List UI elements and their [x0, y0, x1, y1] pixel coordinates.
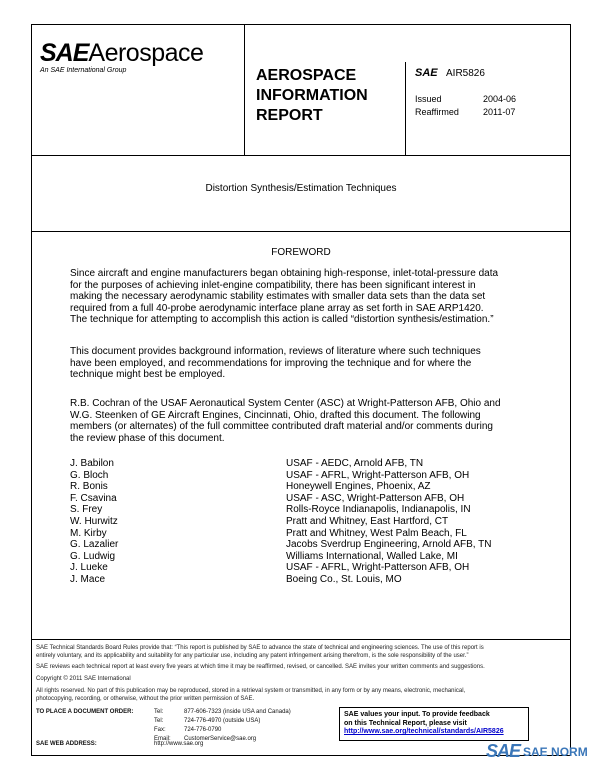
list-item: W. Hurwitz Pratt and Whitney, East Hartford, CT — [70, 515, 449, 527]
foreword-heading: FOREWORD — [271, 247, 331, 258]
logo-word: Aerospace — [88, 39, 204, 67]
issued-label: Issued — [415, 94, 442, 104]
sae-norm-watermark: SAE SAE NORM — [486, 741, 588, 761]
ordering-info: TO PLACE A DOCUMENT ORDER: Tel: 877-606-7323 (inside USA and Canada) Tel: 724-776-4970 (outside USA) Fax: 724-776-0790 Email: CustomerService@sae.org — [36, 708, 354, 744]
issue-dates — [415, 93, 516, 119]
list-item: J. Mace Boeing Co., St. Louis, MO — [70, 573, 402, 585]
list-item: F. Csavina USAF - ASC, Wright-Patterson AFB, OH — [70, 492, 465, 504]
review-notice: SAE reviews each technical report at least every five years at which time it may be reaffirmed, revised, or cancelled. SAE invites your written comments and suggestions. — [36, 664, 485, 670]
title-divider — [31, 231, 571, 232]
list-item: G. Ludwig Williams International, Walled Lake, MI — [70, 550, 458, 562]
foreword-paragraph-2: This document provides background information, reviews of literature where such techniques have been employed, and recommendations for improving the technique and for where the technique might best be employed. — [70, 346, 481, 380]
reaffirmed-value: 2011-07 — [483, 107, 516, 117]
list-item: G. Bloch USAF - AFRL, Wright-Patterson AFB, OH — [70, 469, 470, 481]
reaffirmed-label: Reaffirmed — [415, 107, 459, 117]
list-item: S. Frey Rolls-Royce Indianapolis, Indianapolis, IN — [70, 504, 471, 516]
copyright: Copyright © 2011 SAE International — [36, 676, 131, 682]
list-item: J. Lueke USAF - AFRL, Wright-Patterson AFB, OH — [70, 562, 470, 574]
logo-brand: SAE — [40, 39, 89, 67]
foreword-paragraph-1: Since aircraft and engine manufacturers began obtaining high-response, inlet-total-pressure data for the purposes of achieving inlet-engine compatibility, there has been significant interest in making the necessary aerodynamic stability estimates with smaller data sets than the data set required from a full 40-probe aerodynamic interface plane array as set forth in SAE ARP1420. The technique for attempting to accomplish this action is called “distortion synthesis/estimation.” — [70, 268, 499, 325]
committee-members-list — [70, 458, 491, 586]
rights-reserved: All rights reserved. No part of this publication may be reproduced, stored in a retrieval system or transmitted, in any form or by any means, electronic, mechanical, photocopying, recording, or otherwise, without the prior written permission of SAE. — [36, 688, 466, 702]
sae-web-link[interactable]: http://www.sae.org — [154, 741, 204, 747]
logo-subtitle: An SAE International Group — [40, 67, 127, 74]
list-item: J. Babilon USAF - AEDC, Arnold AFB, TN — [70, 458, 424, 469]
list-item: G. Lazalier Jacobs Sverdrup Engineering, Arnold AFB, TN — [70, 539, 492, 551]
header-vertical-rule — [244, 24, 245, 155]
legal-notice: SAE Technical Standards Board Rules provide that: “This report is published by SAE to advance the state of technical and engineering sciences. The use of this report is entirely voluntary, and its applicability and suitability for any particular use, including any patent infringement arising therefrom, is the sole responsibility of the user.” — [36, 645, 484, 659]
document-number: AIR5826 — [446, 68, 485, 79]
header-vertical-rule-2 — [405, 62, 406, 155]
web-address: SAE WEB ADDRESS: http://www.sae.org — [36, 741, 204, 747]
watermark-logo: SAE — [486, 741, 521, 761]
document-type: AEROSPACE INFORMATION REPORT — [256, 67, 368, 124]
order-label: TO PLACE A DOCUMENT ORDER: — [36, 709, 134, 715]
issued-value: 2004-06 — [483, 94, 517, 104]
sae-aerospace-logo — [40, 40, 203, 74]
customer-service-email[interactable]: CustomerService@sae.org — [184, 736, 257, 742]
list-item: M. Kirby Pratt and Whitney, West Palm Beach, FL — [70, 527, 467, 539]
feedback-box: SAE values your input. To provide feedback on this Technical Report, please visit http://www.sae.org/technical/standards/AIR5826 — [339, 707, 529, 741]
foreword-paragraph-3: R.B. Cochran of the USAF Aeronautical System Center (ASC) at Wright-Patterson AFB, Ohio and W.G. Steenken of GE Aircraft Engines, Cincinnati, Ohio, drafted this document. The following members (or alternates) of the full committee contributed draft material and/or comments during the review phase of this document. — [70, 398, 501, 444]
footer-divider — [31, 639, 571, 640]
feedback-link[interactable]: http://www.sae.org/technical/standards/AIR5826 — [344, 728, 504, 735]
document-title: Distortion Synthesis/Estimation Techniques — [205, 183, 397, 194]
list-item: R. Bonis Honeywell Engines, Phoenix, AZ — [70, 481, 431, 493]
header-divider — [31, 155, 571, 156]
sae-mark: SAE — [415, 67, 438, 79]
